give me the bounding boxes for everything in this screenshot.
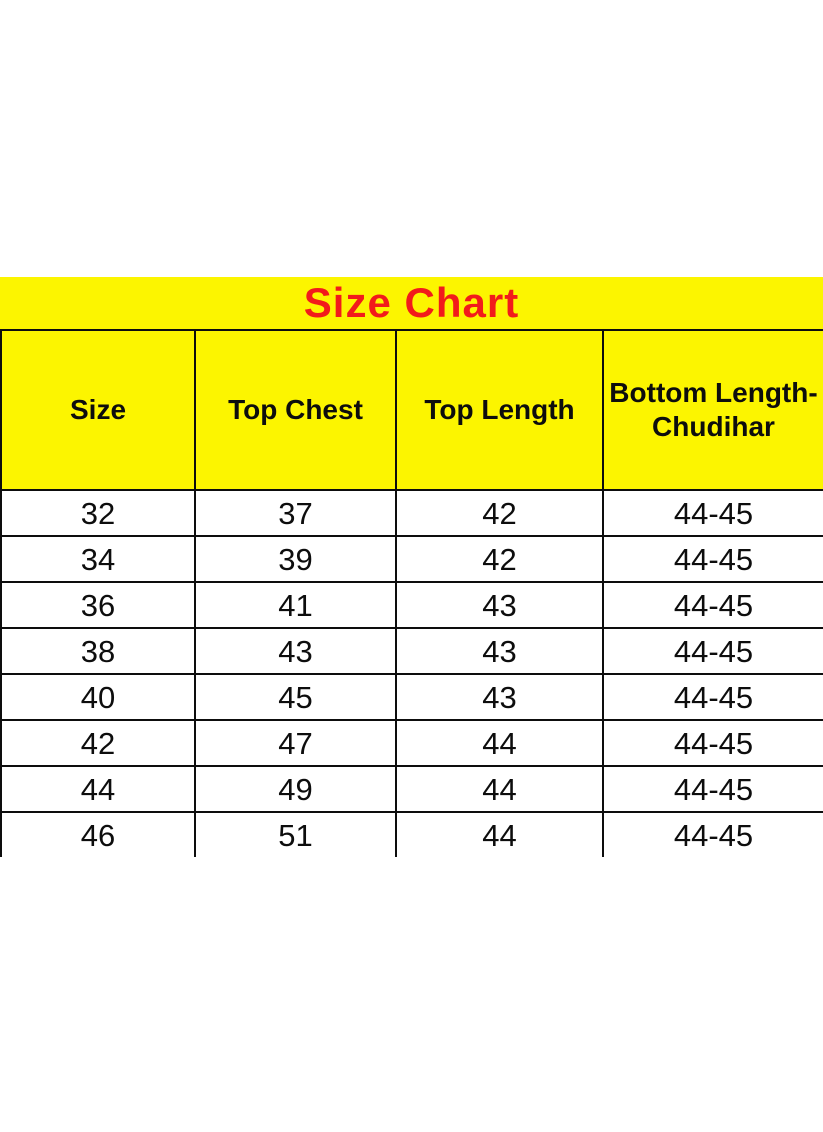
table-cell: 32 (80, 495, 116, 531)
table-cell: 44 (395, 721, 602, 765)
table-cell: 47 (194, 721, 395, 765)
table-row (2, 765, 823, 811)
table-row (2, 489, 823, 535)
table-cell: 38 (80, 633, 116, 669)
table-cell: 40 (80, 679, 116, 715)
table-cell: 43 (395, 583, 602, 627)
table-cell: 44-45 (602, 721, 823, 765)
page-title: Size Chart (303, 279, 520, 326)
table-cell: 51 (194, 813, 395, 857)
table-cell: 44-45 (602, 629, 823, 673)
table-cell: 44-45 (602, 583, 823, 627)
table-cell: 45 (194, 675, 395, 719)
table-cell: 36 (80, 587, 116, 623)
header-cell-top-chest: Top Chest (194, 331, 395, 489)
table-cell: 44 (395, 767, 602, 811)
table-cell: 43 (194, 629, 395, 673)
table-grid (0, 329, 823, 857)
header-cell-size: Size (69, 394, 127, 425)
table-row (2, 719, 823, 765)
title-band (0, 277, 823, 329)
table-cell: 46 (80, 817, 116, 853)
table-cell: 37 (194, 491, 395, 535)
table-row (2, 581, 823, 627)
table-cell: 49 (194, 767, 395, 811)
table-cell: 41 (194, 583, 395, 627)
table-cell: 44 (80, 771, 116, 807)
table-row (2, 673, 823, 719)
header-cell-bottom-length-chudihar: Bottom Length-Chudihar (602, 331, 823, 489)
table-cell: 42 (395, 491, 602, 535)
table-cell: 44-45 (602, 537, 823, 581)
table-cell: 34 (80, 541, 116, 577)
table-cell: 43 (395, 675, 602, 719)
table-cell: 42 (395, 537, 602, 581)
table-cell: 44-45 (602, 491, 823, 535)
table-row (2, 627, 823, 673)
table-cell: 44-45 (602, 675, 823, 719)
table-cell: 44-45 (602, 813, 823, 857)
table-cell: 44-45 (602, 767, 823, 811)
table-cell: 39 (194, 537, 395, 581)
size-chart-table (0, 277, 823, 857)
table-row (2, 811, 823, 857)
header-cell-top-length: Top Length (395, 331, 602, 489)
table-cell: 42 (80, 725, 116, 761)
table-cell: 44 (395, 813, 602, 857)
table-header-row (2, 329, 823, 489)
table-row (2, 535, 823, 581)
table-cell: 43 (395, 629, 602, 673)
